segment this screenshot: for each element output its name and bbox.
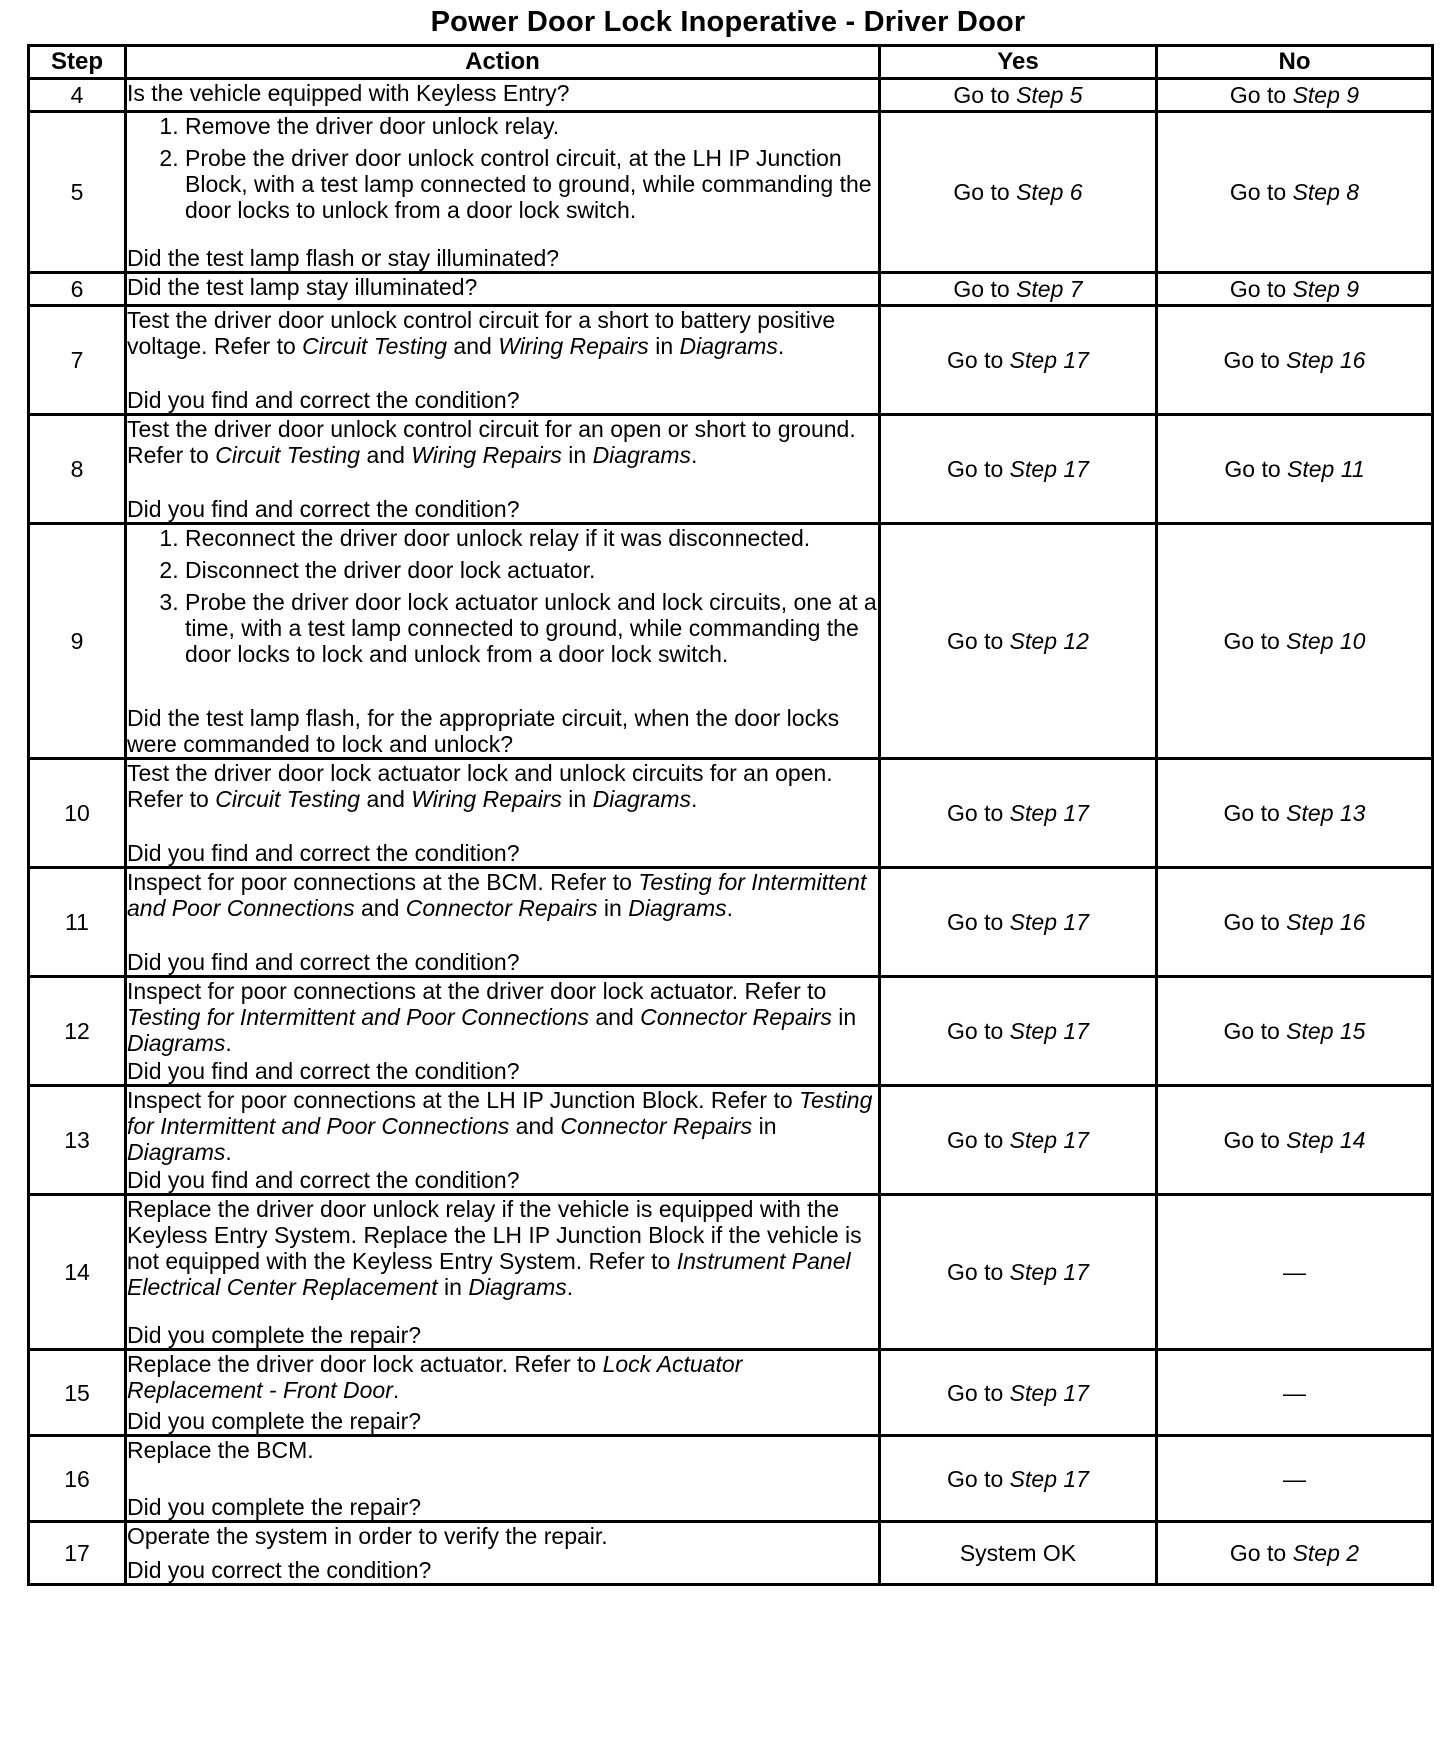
table-row-step-7 [29,306,1433,415]
step-reference: Step 16 [1286,347,1366,373]
reference-link-text: Instrument Panel Electrical Center Replacement [127,1248,851,1300]
instruction-text [127,307,878,359]
yes-cell [880,79,1157,112]
step-number: 7 [29,306,126,415]
instruction-fragment: and [447,333,499,359]
instruction-fragment: . [726,895,734,921]
reference-link-text: Diagrams [592,442,691,468]
instruction-fragment: . [566,1274,574,1300]
step-number: 4 [29,79,126,112]
no-dash-text: — [1283,1465,1306,1492]
reference-link-text: Lock Actuator Replacement - Front Door [127,1351,743,1403]
no-dash-text: — [1283,1379,1306,1406]
instruction-text [127,1196,878,1300]
step-number: 6 [29,273,126,306]
action-cell [126,1436,880,1522]
question-text: Did you find and correct the condition? [127,840,520,866]
instruction-text [127,1351,878,1403]
instruction-fragment: Inspect for poor connections at the driver door lock actuator. Refer to [127,978,827,1004]
action-cell [126,1522,880,1585]
table-row-step-11 [29,868,1433,977]
step-reference: Step 8 [1292,179,1360,205]
instruction-fragment: Test the driver door unlock control circuit for an open or short to ground. Refer to [127,416,856,468]
reference-link-text: Wiring Repairs [411,442,562,468]
reference-link-text: Testing for Intermittent and Poor Connections [127,869,867,921]
question-text: Did you complete the repair? [127,1494,422,1520]
table-row-step-16 [29,1436,1433,1522]
go-to-text: Go to [947,1465,1010,1492]
instruction-fragment: and [360,442,412,468]
go-to-text: Go to [947,1127,1010,1153]
step-number: 8 [29,415,126,524]
no-cell [1157,1350,1433,1436]
instruction-fragment: in [437,1274,469,1300]
question-text: Did you complete the repair? [127,1408,422,1434]
go-to-text: Go to [947,628,1010,654]
step-reference: Step 13 [1286,800,1366,826]
instruction-fragment: and [354,895,406,921]
reference-link-text: Diagrams [127,1030,226,1056]
action-content [127,525,878,757]
action-content [127,80,878,110]
go-to-text: Go to [1223,1127,1287,1153]
step-reference: Step 5 [1016,82,1083,108]
no-cell [1157,79,1433,112]
reference-link-text: Diagrams [468,1274,567,1300]
action-content [127,760,878,866]
table-row-step-10 [29,759,1433,868]
go-to-text: Go to [1224,456,1288,482]
instruction-fragment: Test the driver door lock actuator lock and unlock circuits for an open. Refer to [127,760,833,812]
reference-link-text: Diagrams [592,786,691,812]
step-reference: Step 17 [1009,1018,1089,1044]
instruction-fragment: in [752,1113,777,1139]
action-content [127,307,878,413]
table-row-step-4 [29,79,1433,112]
question-text: Did the test lamp flash or stay illuminated? [127,245,560,271]
substep-item: 2. Probe the driver door unlock control circuit, at the LH IP Junction Block, with a test lamp connected to ground, while commanding the door locks to unlock from a door lock switch. [185,145,878,223]
action-content [127,1437,878,1520]
step-reference: Step 6 [1016,179,1083,205]
diagnostic-table [27,44,1434,1586]
no-cell [1157,112,1433,273]
reference-link-text: Diagrams [127,1139,226,1165]
instruction-fragment: in [597,895,629,921]
instruction-text [127,760,878,812]
yes-result-text: System OK [959,1540,1077,1566]
no-cell [1157,1436,1433,1522]
step-reference: Step 9 [1292,82,1360,108]
step-number: 9 [29,524,126,759]
step-number: 14 [29,1195,126,1350]
table-header-row [29,46,1433,79]
instruction-fragment: Operate the system in order to verify the repair. [127,1523,608,1549]
step-reference: Step 17 [1009,909,1089,935]
no-cell [1157,1195,1433,1350]
instruction-fragment: Replace the driver door lock actuator. Refer to [127,1351,603,1377]
question-text: Did you find and correct the condition? [127,387,520,413]
table-row-step-9 [29,524,1433,759]
step-number: 17 [29,1522,126,1585]
go-to-text: Go to [1223,909,1287,935]
step-reference: Step 12 [1009,628,1089,654]
step-reference: Step 17 [1009,1127,1089,1153]
action-content [127,1196,878,1348]
go-to-text: Go to [947,456,1010,482]
go-to-text: Go to [947,1018,1010,1044]
action-content [127,1087,878,1193]
yes-cell [880,977,1157,1086]
go-to-text: Go to [1223,628,1287,654]
instruction-fragment: in [561,786,593,812]
action-cell [126,977,880,1086]
action-cell [126,1086,880,1195]
no-cell [1157,524,1433,759]
go-to-text: Go to [1229,276,1293,302]
instruction-fragment: . [690,786,698,812]
substep-list [127,525,878,667]
table-row-step-14 [29,1195,1433,1350]
go-to-text: Go to [1229,82,1293,108]
reference-link-text: Wiring Repairs [498,333,649,359]
go-to-text: Go to [1229,179,1293,205]
step-reference: Step 9 [1292,276,1360,302]
step-reference: Step 17 [1009,800,1089,826]
instruction-fragment: and [588,1004,641,1030]
reference-link-text: Testing for Intermittent and Poor Connections [127,1004,589,1030]
step-reference: Step 16 [1286,909,1366,935]
substep-list [127,113,878,223]
step-number: 13 [29,1086,126,1195]
table-row-step-5 [29,112,1433,273]
no-cell [1157,415,1433,524]
step-reference: Step 15 [1286,1018,1366,1044]
step-number: 5 [29,112,126,273]
table-row-step-17 [29,1522,1433,1585]
action-cell [126,112,880,273]
instruction-text [127,416,878,468]
go-to-text: Go to [953,82,1017,108]
table-row-step-13 [29,1086,1433,1195]
action-cell [126,306,880,415]
no-cell [1157,1522,1433,1585]
yes-cell [880,1086,1157,1195]
go-to-text: Go to [953,179,1017,205]
step-reference: Step 17 [1009,456,1089,482]
instruction-fragment: . [225,1139,232,1165]
step-reference: Step 17 [1009,1465,1089,1492]
question-text: Did you find and correct the condition? [127,496,520,522]
no-cell [1157,759,1433,868]
reference-link-text: Circuit Testing [215,786,361,812]
step-reference: Step 17 [1009,1259,1089,1285]
action-content [127,416,878,522]
action-cell [126,1195,880,1350]
go-to-text: Go to [947,800,1010,826]
action-cell [126,759,880,868]
step-reference: Step 14 [1286,1127,1366,1153]
question-text: Did the test lamp flash, for the appropriate circuit, when the door locks were commanded to lock and unlock? [127,705,840,757]
instruction-fragment: and [360,786,412,812]
instruction-fragment: in [831,1004,857,1030]
yes-cell [880,1195,1157,1350]
step-number: 15 [29,1350,126,1436]
go-to-text: Go to [947,1379,1010,1406]
instruction-fragment: and [509,1113,561,1139]
go-to-text: Go to [947,1259,1010,1285]
action-cell [126,868,880,977]
no-cell [1157,1086,1433,1195]
yes-cell [880,273,1157,306]
question-text: Did you find and correct the condition? [127,1167,520,1193]
action-content [127,274,878,304]
reference-link-text: Wiring Repairs [411,786,562,812]
reference-link-text: Diagrams [628,895,727,921]
step-number: 16 [29,1436,126,1522]
go-to-text: Go to [947,909,1010,935]
instruction-fragment: . [690,442,698,468]
header-step: Step [29,46,126,79]
reference-link-text: Circuit Testing [302,333,448,359]
instruction-fragment: in [648,333,680,359]
question-text: Did you find and correct the condition? [127,1058,520,1084]
go-to-text: Go to [947,347,1010,373]
instruction-fragment: . [392,1377,400,1403]
no-dash-text: — [1283,1259,1306,1285]
action-content [127,113,878,271]
reference-link-text: Testing for Intermittent and Poor Connections [127,1087,873,1139]
question-text: Did you find and correct the condition? [127,949,520,975]
step-number: 10 [29,759,126,868]
no-cell [1157,306,1433,415]
yes-cell [880,1350,1157,1436]
instruction-fragment: Replace the driver door unlock relay if the vehicle is equipped with the Keyless Entry System. Replace the LH IP Junction Block if the vehicle is not equipped with the Keyless Entry System. Refer to [127,1196,862,1274]
yes-cell [880,306,1157,415]
yes-cell [880,524,1157,759]
go-to-text: Go to [1223,1018,1287,1044]
go-to-text: Go to [1223,347,1287,373]
action-cell [126,273,880,306]
instruction-text [127,1437,878,1463]
instruction-fragment: . [777,333,785,359]
go-to-text: Go to [1223,800,1287,826]
yes-cell [880,1522,1157,1585]
go-to-text: Go to [953,276,1017,302]
instruction-fragment: Inspect for poor connections at the BCM. Refer to [127,869,639,895]
header-no: No [1157,46,1433,79]
step-number: 12 [29,977,126,1086]
yes-cell [880,868,1157,977]
instruction-fragment: . [225,1030,232,1056]
action-content [127,978,878,1084]
instruction-text [127,869,878,921]
question-text: Did you correct the condition? [127,1557,432,1583]
action-cell [126,79,880,112]
instruction-fragment: in [561,442,593,468]
yes-cell [880,112,1157,273]
yes-cell [880,759,1157,868]
instruction-fragment: Replace the BCM. [127,1437,314,1463]
instruction-text [127,978,878,1056]
step-number: 11 [29,868,126,977]
header-action: Action [126,46,880,79]
table-row-step-15 [29,1350,1433,1436]
substep-item: 3. Probe the driver door lock actuator unlock and lock circuits, one at a time, with a test lamp connected to ground, while commanding the door locks to lock and unlock from a door lock switch. [185,589,878,667]
no-cell [1157,977,1433,1086]
reference-link-text: Connector Repairs [405,895,598,921]
question-text: Is the vehicle equipped with Keyless Entry? [127,80,570,106]
instruction-fragment: Test the driver door unlock control circuit for a short to battery positive voltage. Refer to [127,307,836,359]
substep-item: 1. Remove the driver door unlock relay. [185,113,878,139]
step-reference: Step 7 [1016,276,1083,302]
go-to-text: Go to [1229,1540,1293,1566]
action-cell [126,1350,880,1436]
substep-item: 2. Disconnect the driver door lock actuator. [185,557,878,583]
yes-cell [880,1436,1157,1522]
action-cell [126,524,880,759]
table-row-step-8 [29,415,1433,524]
step-reference: Step 17 [1009,1379,1089,1406]
document-title: Power Door Lock Inoperative - Driver Door [430,6,1026,38]
step-reference: Step 2 [1292,1540,1360,1566]
step-reference: Step 11 [1287,456,1365,482]
no-cell [1157,273,1433,306]
action-content [127,869,878,975]
table-body [29,79,1433,1585]
action-content [127,1523,878,1583]
question-text: Did the test lamp stay illuminated? [127,274,478,300]
substep-item: 1. Reconnect the driver door unlock relay if it was disconnected. [185,525,878,551]
instruction-fragment: Inspect for poor connections at the LH IP Junction Block. Refer to [127,1087,800,1113]
no-cell [1157,868,1433,977]
table-row-step-6 [29,273,1433,306]
reference-link-text: Connector Repairs [560,1113,753,1139]
instruction-text [127,1087,878,1165]
table-row-step-12 [29,977,1433,1086]
instruction-text [127,1523,878,1549]
action-cell [126,415,880,524]
reference-link-text: Diagrams [679,333,778,359]
question-text: Did you complete the repair? [127,1322,422,1348]
yes-cell [880,415,1157,524]
step-reference: Step 17 [1009,347,1089,373]
action-content [127,1351,878,1434]
reference-link-text: Connector Repairs [640,1004,832,1030]
header-yes: Yes [880,46,1157,79]
step-reference: Step 10 [1286,628,1366,654]
reference-link-text: Circuit Testing [215,442,361,468]
